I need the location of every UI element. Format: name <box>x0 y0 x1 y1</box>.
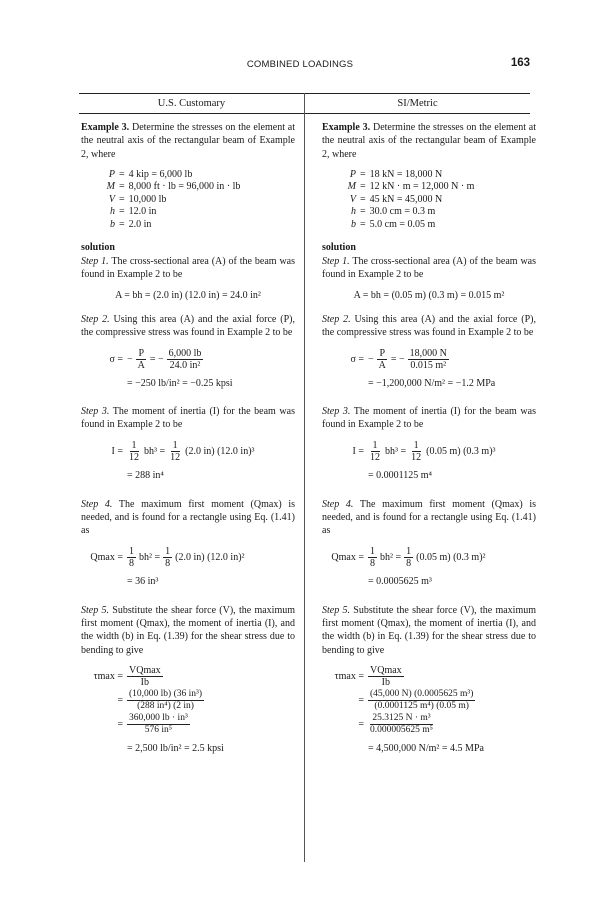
equals-sign: = <box>119 181 125 193</box>
given-values <box>99 169 295 232</box>
first-moment-equation <box>81 546 295 594</box>
step-label: Step 4. <box>81 498 113 510</box>
equation-result: = 0.0005625 m³ <box>368 576 432 587</box>
step-text: The cross-sectional area (A) of the beam was found in Example 2 to be <box>322 255 536 280</box>
step-text: Substitute the shear force (V), the maximum first moment (Qmax), the moment of inertia (I), and the width (b) in Eq. (1.39) for the shear stress due to bending to give <box>81 604 296 656</box>
fraction-numerator: VQmax <box>129 665 161 677</box>
fraction-denominator: 12 <box>411 452 422 464</box>
fraction-denominator: (288 in⁴) (2 in) <box>137 701 194 712</box>
equation-term: (0.05 m) (0.3 m)² <box>416 552 486 563</box>
equals-sign: = <box>119 168 125 180</box>
fraction-denominator: 8 <box>129 558 134 570</box>
area-equation: A = bh = (2.0 in) (12.0 in) = 24.0 in² <box>115 290 261 302</box>
fraction-numerator: 360,000 lb · in³ <box>129 713 188 724</box>
step-5 <box>322 604 536 657</box>
given-symbol: h <box>110 206 115 218</box>
step-4 <box>81 498 295 538</box>
example-label: Example 3. <box>81 122 130 133</box>
equation-lhs: I = <box>352 446 364 458</box>
equation-result: = 36 in³ <box>127 576 159 587</box>
stress-equation <box>322 347 536 395</box>
fraction-numerator: P <box>138 347 145 359</box>
fraction-numerator: (45,000 N) (0.0005625 m³) <box>370 689 474 700</box>
fraction-numerator: P <box>379 347 386 359</box>
fraction-denominator: 8 <box>406 558 412 570</box>
fraction-denominator: 12 <box>370 452 380 464</box>
given-value: 5.0 cm = 0.05 m <box>369 218 436 230</box>
given-symbol: b <box>351 218 356 230</box>
example-column <box>322 121 536 771</box>
solution-label: solution <box>322 242 356 254</box>
given-symbol: P <box>108 168 115 180</box>
column-divider <box>304 93 305 862</box>
equation-term: bh³ = <box>144 446 166 458</box>
example-statement <box>81 121 295 161</box>
inertia-equation <box>81 440 295 488</box>
equation-operator: = − <box>149 353 164 365</box>
fraction-denominator: 0.000005625 m⁵ <box>370 725 433 736</box>
shear-stress-equation: τmax = $\frac{VQmax}{Ib}$ = $\frac{\text{(10,000 lb) (36 in³)}}{\text{(288 in⁴) (2 in)}}$ = $\frac{\text{360,000 lb · in³}}{\text{576 in⁵}}$ = 2,500 lb/in² = 2.5 kpsi <box>81 665 295 761</box>
given-line <box>340 169 536 182</box>
given-symbol: P <box>349 168 356 180</box>
step-label: Step 5. <box>81 604 109 616</box>
step-label: Step 3. <box>81 406 110 418</box>
given-line <box>99 194 295 207</box>
fraction-numerator: 1 <box>406 546 412 558</box>
fraction-numerator: 1 <box>372 440 378 452</box>
equation-result: = 0.0001125 m⁴ <box>368 470 433 482</box>
first-moment-equation <box>322 546 536 594</box>
fraction-numerator: 1 <box>172 440 178 452</box>
given-value: 45 kN = 45,000 N <box>369 193 443 205</box>
step-text: Using this area (A) and the axial force (P), the compressive stress was found in Example 2 to be <box>322 313 536 338</box>
shear-stress-equation: τmax = $\frac{VQmax}{Ib}$ = $\frac{\text{(45,000 N) (0.0005625 m³)}}{\text{(0.0001125 m⁴) (0.05 m)}}$ = $\frac{\text{25.3125 N · m³}}{\text{0.000005625 m⁵}}$ = 4,500,000 N/m² = 4.5 MPa <box>322 665 536 761</box>
given-value: 4 kip = 6,000 lb <box>128 168 193 180</box>
equation-term: bh² = <box>139 552 161 563</box>
given-line <box>340 219 536 232</box>
step-text: The moment of inertia (I) for the beam was found in Example 2 to be <box>81 406 295 431</box>
fraction-denominator: 0.015 m² <box>410 359 447 371</box>
step-text: The moment of inertia (I) for the beam was found in Example 2 to be <box>322 406 536 431</box>
step-label: Step 1. <box>322 255 350 267</box>
fraction-denominator: 24.0 in² <box>169 359 201 371</box>
equation-term: (2.0 in) (12.0 in)³ <box>185 446 255 458</box>
equation-lhs: σ = <box>350 353 364 365</box>
fraction-denominator: A <box>137 359 145 371</box>
example-label: Example 3. <box>322 122 371 133</box>
stress-equation <box>81 347 295 395</box>
step-3 <box>81 405 295 432</box>
column-heading-us: U.S. Customary <box>157 98 226 109</box>
equation-operator: = − <box>390 353 405 365</box>
step-1 <box>81 255 295 282</box>
fraction-numerator: 1 <box>129 546 134 558</box>
step-text: The maximum first moment (Qmax) is needed, and is found for a rectangle using Eq. (1.41) as <box>322 498 536 537</box>
given-symbol: h <box>351 206 356 218</box>
fraction-denominator: 12 <box>170 452 181 464</box>
column-heading-si: SI/Metric <box>397 98 438 109</box>
fraction-numerator: (10,000 lb) (36 in³) <box>129 689 203 700</box>
given-values <box>340 169 536 232</box>
equation-result: = −250 lb/in² = −0.25 kpsi <box>127 377 233 389</box>
step-4 <box>322 498 536 538</box>
example-text: Determine the stresses on the element at the neutral axis of the rectangular beam of Example 2, where <box>81 122 296 160</box>
fraction-numerator: 6,000 lb <box>168 347 202 359</box>
given-value: 8,000 ft · lb = 96,000 in · lb <box>128 181 241 193</box>
fraction-denominator: 576 in⁵ <box>144 725 173 736</box>
given-line <box>340 194 536 207</box>
equals-sign: = <box>119 193 125 205</box>
equation-lhs: τmax = <box>93 671 123 683</box>
equation-term: (0.05 m) (0.3 m)³ <box>426 446 496 458</box>
step-text: The maximum first moment (Qmax) is needed, and is found for a rectangle using Eq. (1.41) as <box>81 498 295 537</box>
equation-result: = −1,200,000 N/m² = −1.2 MPa <box>368 377 496 389</box>
step-text: Substitute the shear force (V), the maximum first moment (Qmax), the moment of inertia (I), and the width (b) in Eq. (1.39) for the shear stress due to bending to give <box>322 604 537 656</box>
step-1 <box>322 255 536 282</box>
given-value: 10,000 lb <box>128 193 167 205</box>
step-label: Step 4. <box>322 498 354 510</box>
step-label: Step 3. <box>322 406 351 418</box>
given-value: 18 kN = 18,000 N <box>369 168 443 180</box>
fraction-denominator: 8 <box>370 558 375 570</box>
area-equation: A = bh = (0.05 m) (0.3 m) = 0.015 m² <box>353 290 505 302</box>
given-symbol: V <box>108 193 115 205</box>
equation-lhs: Qmax = <box>90 552 123 563</box>
step-label: Step 2. <box>322 313 351 325</box>
step-text: The cross-sectional area (A) of the beam was found in Example 2 to be <box>81 255 295 280</box>
step-label: Step 1. <box>81 255 109 267</box>
fraction-numerator: 18,000 N <box>409 347 447 359</box>
fraction-numerator: 1 <box>165 546 171 558</box>
given-line <box>99 206 295 219</box>
given-line <box>99 169 295 182</box>
fraction-denominator: 8 <box>165 558 171 570</box>
fraction-numerator: 25.3125 N · m³ <box>372 713 431 724</box>
given-symbol: M <box>106 181 115 193</box>
equals-sign: = <box>360 206 366 218</box>
fraction-numerator: 1 <box>131 440 137 452</box>
given-value: 30.0 cm = 0.3 m <box>369 206 436 218</box>
given-value: 2.0 in <box>128 218 152 230</box>
step-5 <box>81 604 295 657</box>
example-column <box>81 121 295 771</box>
equals-sign: = <box>360 181 366 193</box>
given-line <box>340 206 536 219</box>
equals-sign: = <box>119 206 125 218</box>
equation-sign: − <box>127 353 133 365</box>
given-line <box>99 219 295 232</box>
running-header: COMBINED LOADINGS <box>246 59 354 70</box>
equation-term: bh³ = <box>385 446 407 458</box>
step-text: Using this area (A) and the axial force (P), the compressive stress was found in Example 2 to be <box>81 313 295 338</box>
step-2 <box>81 313 295 340</box>
step-label: Step 5. <box>322 604 350 616</box>
fraction-denominator: Ib <box>381 677 390 689</box>
given-line <box>99 181 295 194</box>
equation-lhs: I = <box>111 446 123 458</box>
equals-sign: = <box>360 218 366 230</box>
step-label: Step 2. <box>81 313 110 325</box>
fraction-numerator: 1 <box>370 546 375 558</box>
page-number: 163 <box>510 57 530 69</box>
equation-lhs: σ = <box>109 353 123 365</box>
given-symbol: b <box>110 218 115 230</box>
given-value: 12.0 in <box>128 206 157 218</box>
fraction-numerator: VQmax <box>370 665 402 677</box>
equation-lhs: Qmax = <box>331 552 364 563</box>
equals-sign: = <box>360 168 366 180</box>
equation-result: = 4,500,000 N/m² = 4.5 MPa <box>368 743 484 755</box>
step-3 <box>322 405 536 432</box>
fraction-denominator: A <box>378 359 386 371</box>
solution-label: solution <box>81 242 115 254</box>
example-statement <box>322 121 536 161</box>
equals-sign: = <box>360 193 366 205</box>
given-value: 12 kN · m = 12,000 N · m <box>369 181 475 193</box>
equation-result: = 2,500 lb/in² = 2.5 kpsi <box>127 743 224 755</box>
fraction-denominator: (0.0001125 m⁴) (0.05 m) <box>374 701 469 712</box>
step-2 <box>322 313 536 340</box>
equation-lhs: τmax = <box>334 671 364 683</box>
equation-result: = 288 in⁴ <box>127 470 164 482</box>
example-text: Determine the stresses on the element at the neutral axis of the rectangular beam of Example 2, where <box>322 122 537 160</box>
fraction-denominator: 12 <box>129 452 139 464</box>
given-symbol: V <box>349 193 356 205</box>
equation-term: (2.0 in) (12.0 in)² <box>175 552 245 563</box>
equals-sign: = <box>119 218 125 230</box>
fraction-numerator: 1 <box>413 440 419 452</box>
equation-term: bh² = <box>380 552 402 563</box>
equation-sign: − <box>368 353 374 365</box>
fraction-denominator: Ib <box>140 677 149 689</box>
inertia-equation <box>322 440 536 488</box>
given-line <box>340 181 536 194</box>
given-symbol: M <box>347 181 356 193</box>
